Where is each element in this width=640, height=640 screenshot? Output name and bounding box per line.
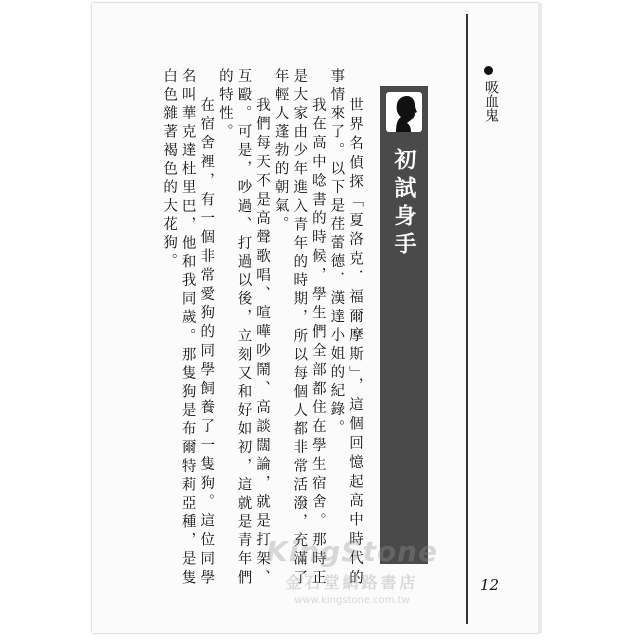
body-text xyxy=(94,68,364,588)
portrait-silhouette-icon xyxy=(386,92,422,132)
running-head: 吸血鬼 xyxy=(483,80,499,122)
watermark-brand: KingStone xyxy=(266,535,438,568)
watermark-url: www.kingstone.com.tw xyxy=(294,595,410,606)
paragraph: 我在高中唸書的時候，學生們全部都住在學生宿舍。那時正是大家由少年進入青年的時期，所以每個人都非常活潑，充滿了年輕人蓬勃的朝氣。 xyxy=(272,68,326,588)
chapter-title-banner xyxy=(380,86,428,564)
page-number: 12 xyxy=(480,576,500,594)
paragraph: 世界名偵探「夏洛克．福爾摩斯」，這個回憶起高中時代的事情來了。以下是荏蕾德．漢達小姐的紀錄。 xyxy=(328,68,363,588)
watermark-store-name: 金石堂網路書店 xyxy=(285,573,419,592)
paragraph: 在宿舍裡，有一個非常愛狗的同學飼養了一隻狗。這位同學名叫華克達杜里巴，他和我同歲。那隻狗是布爾特莉亞種，是隻白色雜著褐色的大花狗。 xyxy=(161,68,215,588)
bullet-icon xyxy=(484,66,493,75)
page-edge xyxy=(538,3,542,633)
watermark xyxy=(232,535,472,606)
chapter-title: 初試身手 xyxy=(391,148,417,260)
paragraph: 我們每天不是高聲歌唱、喧嘩吵鬧、高談闊論，就是打架、互毆。可是，吵過、打過以後，立刻又和好如初，這就是青年們的特性。 xyxy=(216,68,271,588)
margin-rule xyxy=(466,14,468,624)
